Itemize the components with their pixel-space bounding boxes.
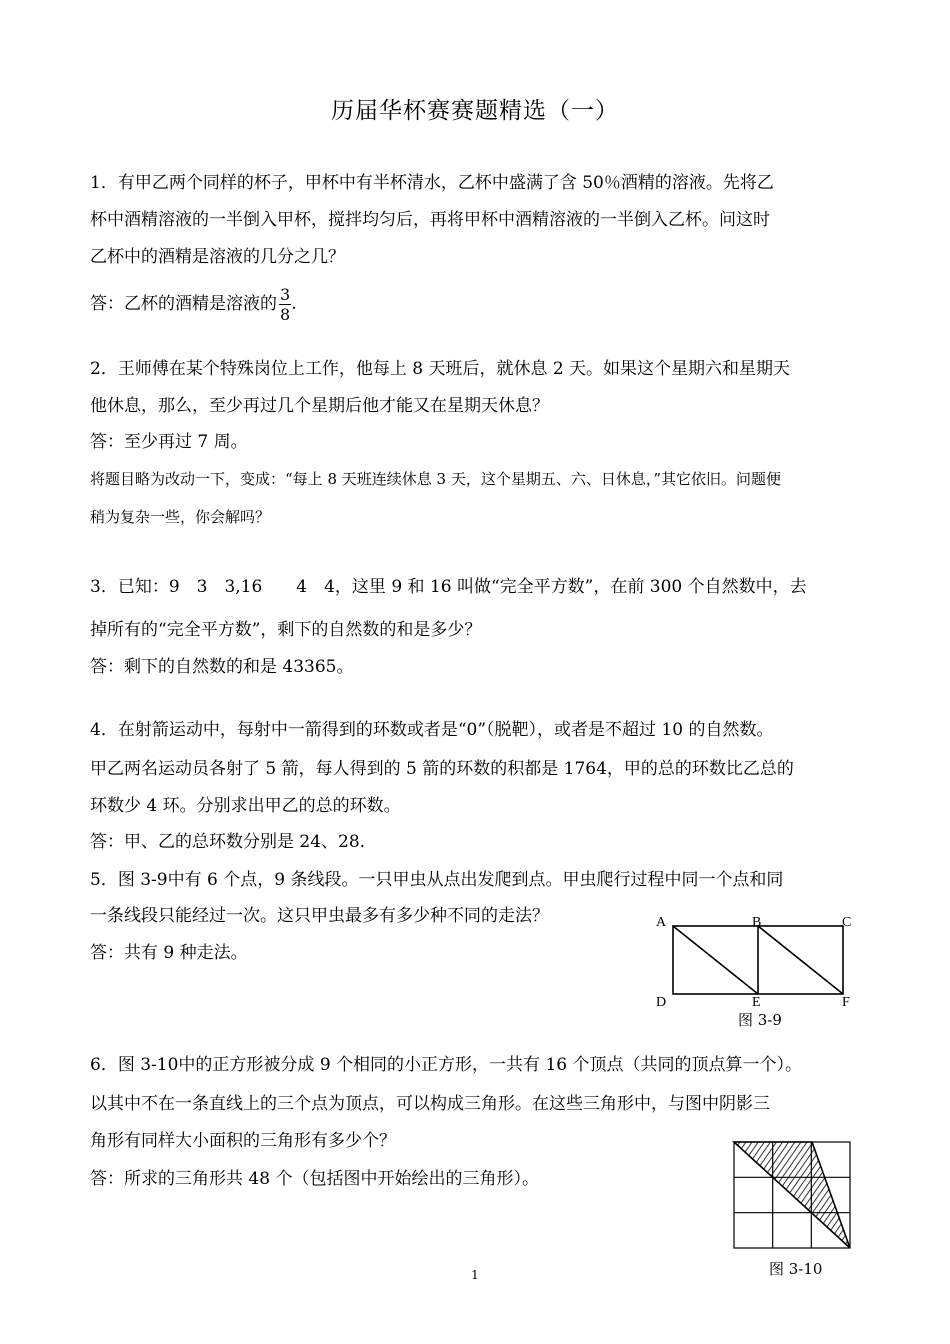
figure-3-10: [730, 1138, 854, 1252]
figure-3-9-label-d: D: [656, 995, 667, 1010]
q1-answer-prefix: 答：乙杯的酒精是溶液的: [90, 294, 277, 314]
figure-3-9-label-f: F: [842, 995, 850, 1010]
q1-text-line-2: 杯中酒精溶液的一半倒入甲杯，搅拌均匀后，再将甲杯中酒精溶液的一半倒入乙杯。问这时: [90, 210, 770, 230]
figure-3-9-label-a: A: [656, 915, 667, 930]
figure-3-9-label-e: E: [752, 995, 761, 1010]
q4-text-line-2: 甲乙两名运动员各射了 5 箭，每人得到的 5 箭的环数的积都是 1764，甲的总的环数比乙总的: [90, 759, 794, 779]
q6-answer: 答：所求的三角形共 48 个（包括图中开始绘出的三角形）。: [90, 1169, 539, 1189]
figure-3-9-label-c: C: [842, 915, 852, 930]
q5-text-line-2: 一条线段只能经过一次。这只甲虫最多有多少种不同的走法？: [90, 906, 549, 926]
q2-note-line-2: 稍为复杂一些，你会解吗？: [90, 508, 271, 526]
q3-text-line-2: 掉所有的“完全平方数”，剩下的自然数的和是多少？: [90, 620, 482, 640]
q5-answer: 答：共有 9 种走法。: [90, 943, 248, 963]
q1-answer: [90, 283, 297, 325]
q4-text-line-1: 4．在射箭运动中，每射中一箭得到的环数或者是“0”（脱靶），或者是不超过 10 的自然数。: [90, 720, 774, 740]
fraction-numerator: 3: [280, 285, 291, 304]
q5-text-line-1: 5．图 3-9中有 6 个点，9 条线段。一只甲虫从点出发爬到点。甲虫爬行过程中同一个点和同: [90, 870, 784, 890]
figure-3-9-label-b: B: [752, 915, 762, 930]
q6-text-line-2: 以其中不在一条直线上的三个点为顶点，可以构成三角形。在这些三角形中，与图中阴影三: [90, 1094, 770, 1114]
q1-answer-fraction: [279, 285, 291, 324]
page-number: 1: [471, 1268, 479, 1282]
q2-note-line-1: 将题目略为改动一下，变成：“每上 8 天班连续休息 3 天，这个星期五、六、日休息，”其它依旧。问题便: [90, 470, 782, 488]
figure-3-10-caption: 图 3-10: [769, 1260, 823, 1278]
q1-answer-suffix: .: [291, 294, 297, 314]
figure-3-9-segment-ae: [673, 926, 758, 994]
fraction-denominator: 8: [280, 305, 291, 324]
figure-3-10-shaded-triangle: [734, 1142, 850, 1248]
q1-text-line-3: 乙杯中的酒精是溶液的几分之几？: [90, 247, 345, 267]
q3-text-line-1: 3．已知：9 3 3,16 4 4，这里 9 和 16 叫做“完全平方数”，在前 300 个自然数中，去: [90, 577, 807, 597]
figure-3-9-segment-bf: [758, 926, 843, 994]
q1-text-line-1: 1．有甲乙两个同样的杯子，甲杯中有半杯清水，乙杯中盛满了含 50％酒精的溶液。先将乙: [90, 173, 774, 193]
q2-answer: 答：至少再过 7 周。: [90, 432, 248, 452]
q6-text-line-1: 6．图 3-10中的正方形被分成 9 个相同的小正方形，一共有 16 个顶点（共同的顶点算一个）。: [90, 1055, 802, 1075]
q2-text-line-1: 2．王师傅在某个特殊岗位上工作，他每上 8 天班后，就休息 2 天。如果这个星期六和星期天: [90, 359, 791, 379]
q4-text-line-3: 环数少 4 环。分别求出甲乙的总的环数。: [90, 796, 401, 816]
page-title: 历届华杯赛赛题精选（一）: [331, 98, 619, 124]
q4-answer: 答：甲、乙的总环数分别是 24、28.: [90, 832, 366, 852]
q6-text-line-3: 角形有同样大小面积的三角形有多少个？: [90, 1131, 396, 1151]
q2-text-line-2: 他休息，那么，至少再过几个星期后他才能又在星期天休息？: [90, 396, 549, 416]
q3-answer: 答：剩下的自然数的和是 43365。: [90, 657, 354, 677]
figure-3-9-caption: 图 3-9: [738, 1011, 782, 1029]
